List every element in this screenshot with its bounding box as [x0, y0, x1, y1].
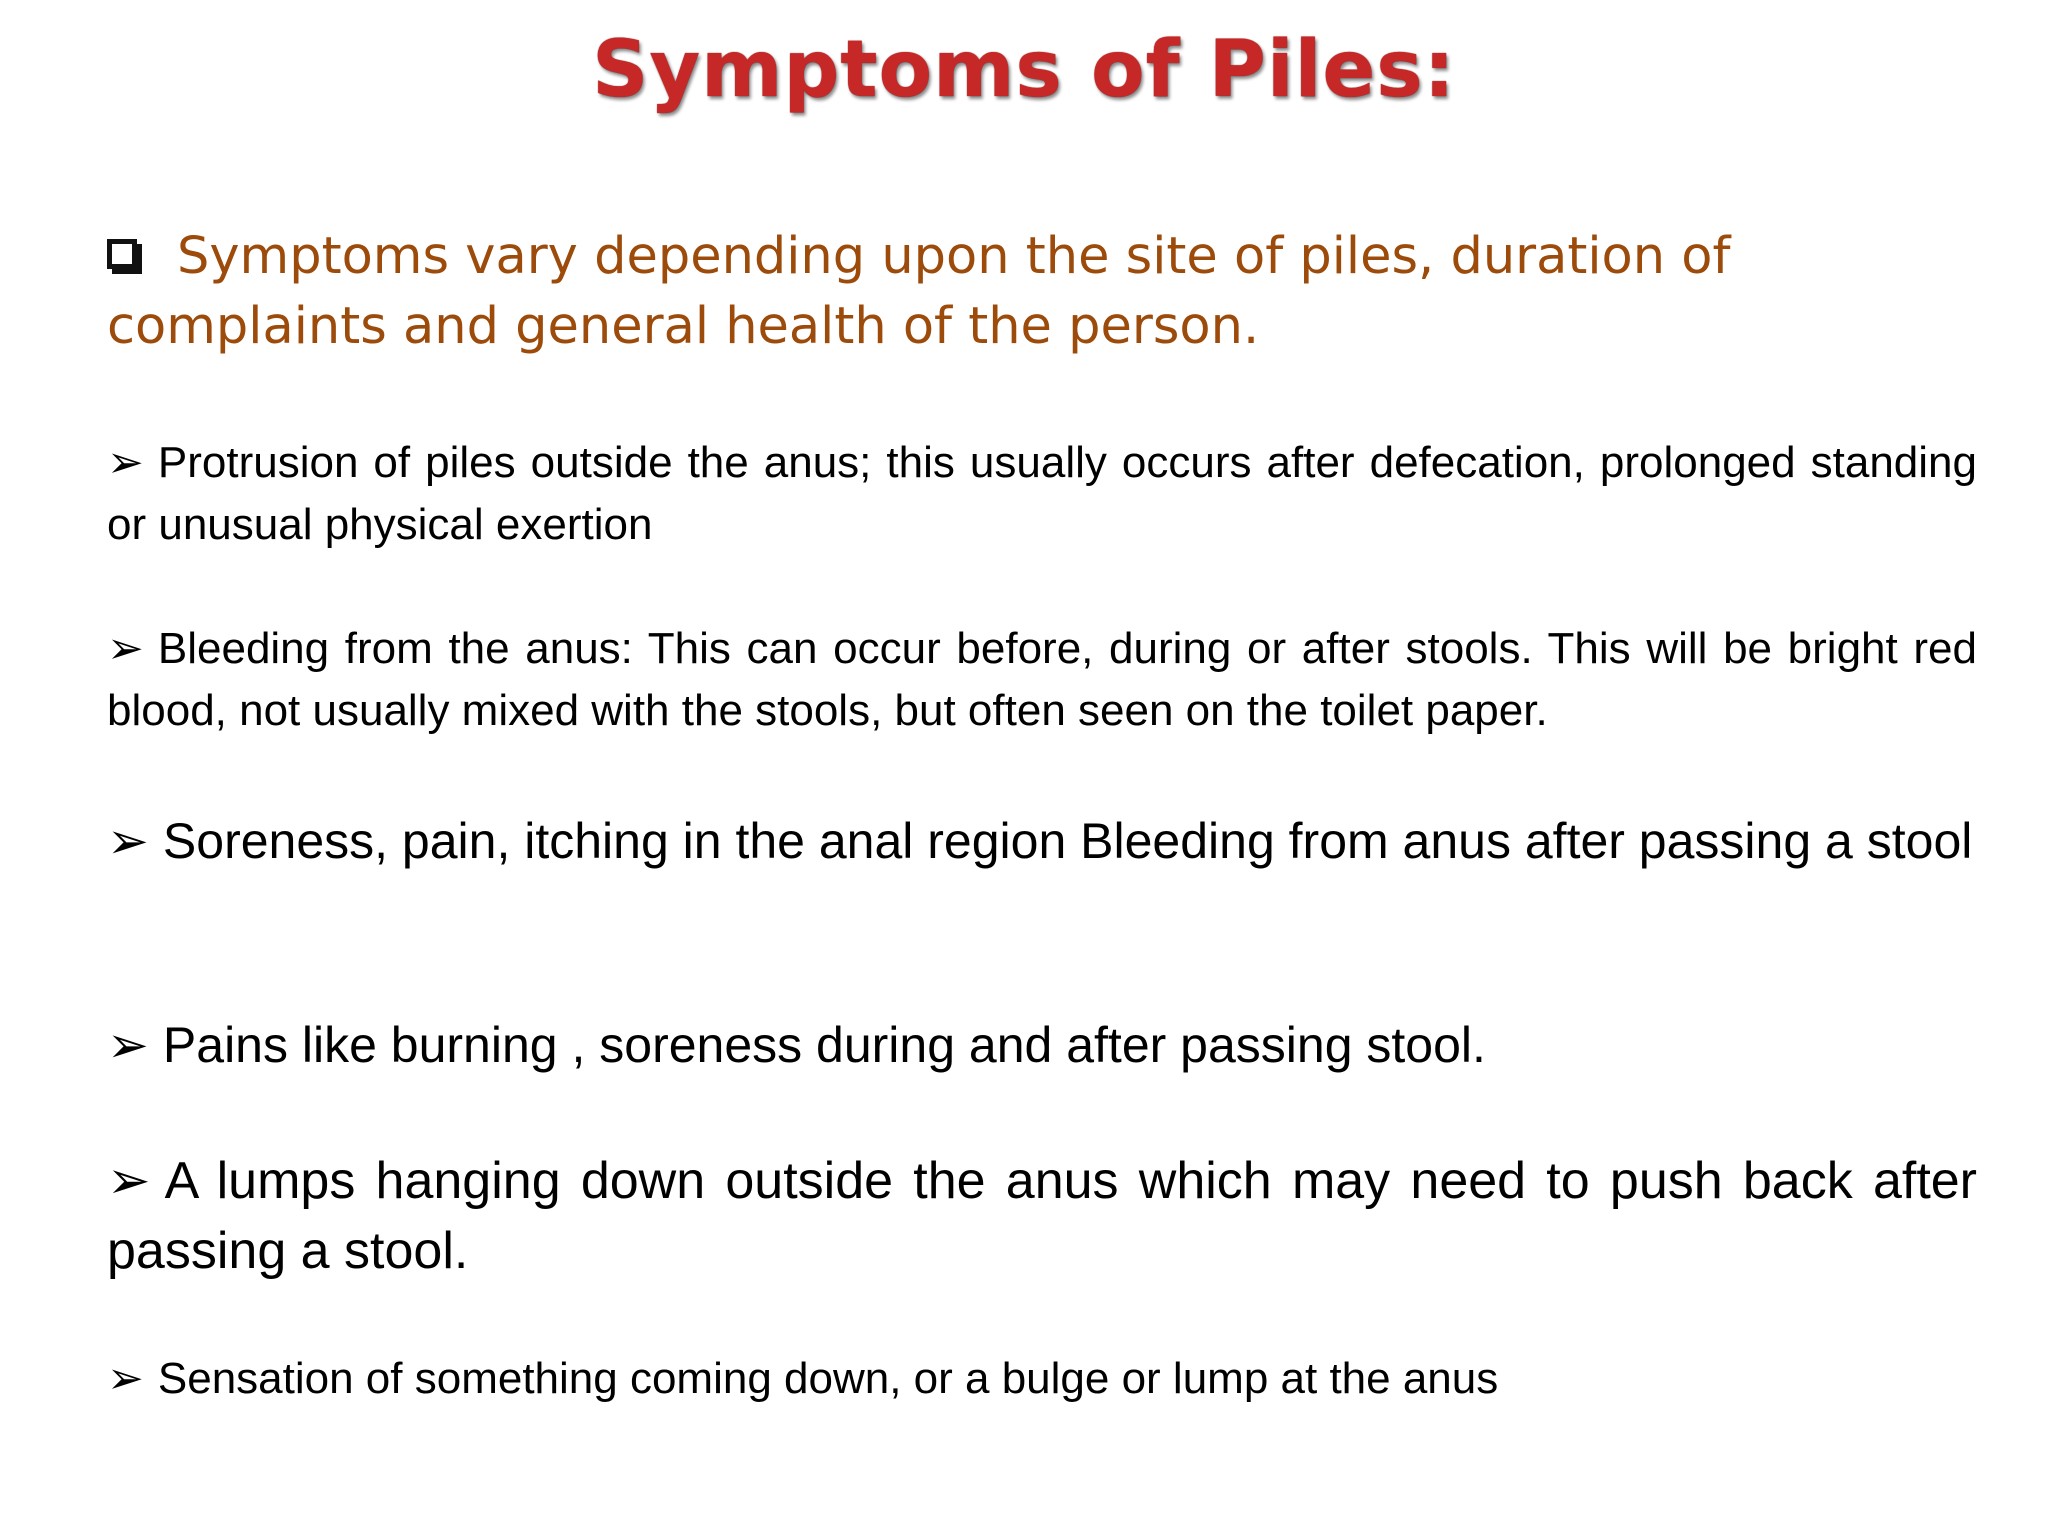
list-item: [107, 1010, 1977, 1080]
list-item-text: Soreness, pain, itching in the anal region Bleeding from anus after passing a stool: [162, 813, 1973, 869]
list-item: [107, 432, 1977, 556]
list-item: [107, 1348, 1977, 1410]
intro-paragraph: [107, 222, 1887, 362]
list-item: [107, 806, 1977, 876]
arrow-bullet-icon: ➢: [107, 1151, 151, 1211]
list-item-text: Bleeding from the anus: This can occur before, during or after stools. This will be bright red blood, not usually mixed with the stools, but often seen on the toilet paper.: [107, 624, 1977, 735]
list-item-text: Sensation of something coming down, or a bulge or lump at the anus: [157, 1354, 1499, 1403]
intro-text: Symptoms vary depending upon the site of piles, duration of complaints and general health of the person.: [107, 227, 1731, 356]
arrow-bullet-icon: ➢: [107, 437, 144, 488]
slide-title: Symptoms of Piles:: [592, 25, 1456, 115]
list-item: [107, 618, 1977, 742]
arrow-bullet-icon: ➢: [107, 623, 144, 674]
list-item: [107, 1146, 1977, 1286]
arrow-bullet-icon: ➢: [107, 1353, 144, 1404]
arrow-bullet-icon: ➢: [107, 812, 149, 870]
checkbox-bullet-icon: [107, 239, 137, 269]
list-item-text: Pains like burning , soreness during and after passing stool.: [162, 1017, 1486, 1073]
list-item-text: Protrusion of piles outside the anus; this usually occurs after defecation, prolonged standing or unusual physical exertion: [107, 438, 1977, 549]
arrow-bullet-icon: ➢: [107, 1016, 149, 1074]
list-item-text: A lumps hanging down outside the anus which may need to push back after passing a stool.: [107, 1152, 1977, 1280]
